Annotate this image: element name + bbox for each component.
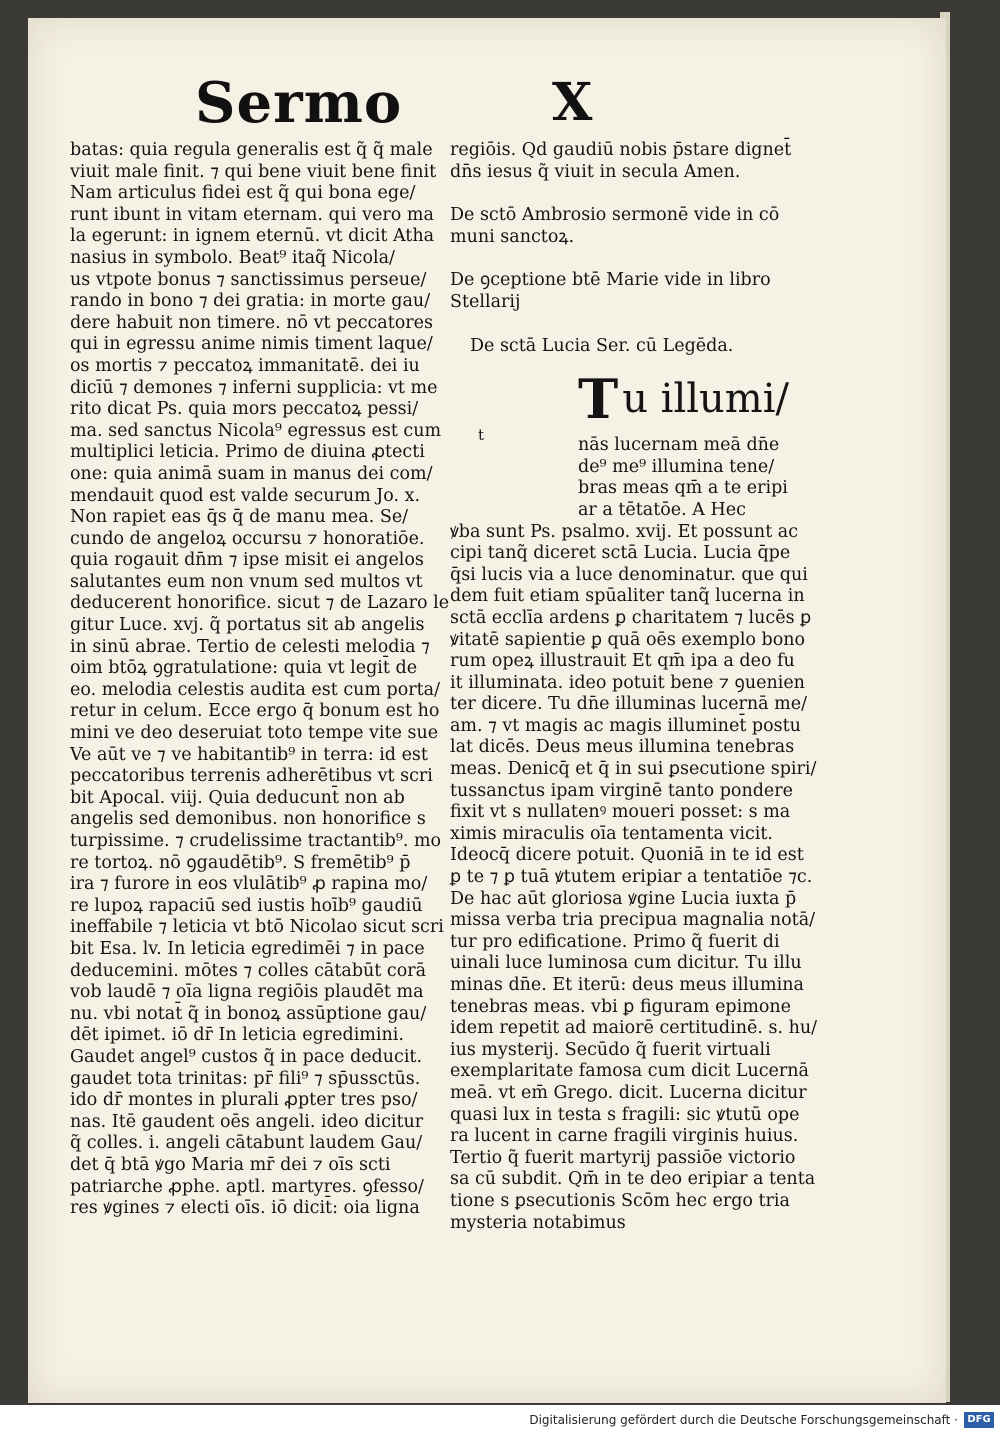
text-line: uinali luce luminosa cum dicitur. Tu illu	[450, 953, 802, 974]
initial-letter: T	[578, 367, 619, 432]
dfg-logo: DFG	[964, 1412, 994, 1428]
text-line: salutantes eum non vnum sed multos vt	[70, 571, 423, 592]
text-line: ineffabile ⁊ leticia vt btō Nicolao sicut scri	[70, 917, 444, 938]
text-line: gitur Luce. xvj. q̃ portatus sit ab angelis	[70, 615, 425, 636]
text-line: De ꝯceptione btē Marie vide in libro	[450, 270, 771, 291]
text-line: mysteria notabimus	[450, 1212, 626, 1233]
text-line: missa verba tria precipua magnalia notā/	[450, 910, 816, 931]
text-line: bras meas qm̄ a te eripi	[578, 478, 788, 499]
text-line: sctā ecclīa ardens ꝑ charitatem ⁊ lucēs ꝑ	[450, 607, 812, 628]
text-line: ꝟitatē sapientie ꝑ quā oēs exemplo bono	[450, 629, 806, 650]
text-line: Ve aūt ve ⁊ ve habitantib⁹ in terra: id est	[70, 744, 428, 765]
text-line: eo. melodia celestis audita est cum porta/	[70, 679, 441, 700]
text-line: Gaudet angel⁹ custos q̃ in pace deducit.	[70, 1046, 423, 1067]
text-line: ius mysterij. Secūdo q̃ fuerit virtuali	[450, 1039, 771, 1060]
text-line: patriarche ꝓphe. aptl. martyres. ꝯfesso/	[70, 1176, 424, 1197]
text-line: dere habuit non timere. nō vt peccatores	[70, 312, 433, 333]
text-line: minas dn̄e. Et iterū: deus meus illumina	[450, 975, 804, 995]
decorated-initial	[450, 369, 800, 435]
text-line: mini ve deo deseruiat toto tempe vite sue	[70, 723, 439, 744]
text-line: ma. sed sanctus Nicola⁹ egressus est cum	[70, 420, 442, 441]
text-line: bit Apocal. viij. Quia deducunt̄ non ab	[70, 787, 405, 808]
text-line: tussanctus ipam virginē tanto pondere	[450, 780, 794, 801]
text-line: nās lucernam meā dn̄e	[578, 435, 780, 456]
text-line: ido dr̄ montes in plurali ꝓpter tres pso/	[70, 1090, 418, 1111]
text-line: meas. Denicq̄ et q̄ in sui ꝑsecutione spiri/	[450, 759, 817, 780]
text-line: tione s ꝑsecutionis Scōm hec ergo tria	[450, 1190, 790, 1211]
text-line: exemplaritate famosa cum dicit Lucernā	[450, 1061, 809, 1082]
text-line: res ꝟgines ⁊ electi oīs. iō dicit̄: oia ligna	[70, 1198, 420, 1219]
text-line: cundo de angeloꝝ occursu ⁊ honoratiōe.	[70, 528, 425, 549]
text-line: ira ⁊ furore in eos vlulātib⁹ ꝓ rapina mo/	[70, 874, 428, 895]
text-line: ar a tētatōe. A Hec	[578, 499, 746, 520]
text-line: deducemini. mōtes ⁊ colles cātabūt corā	[70, 960, 427, 981]
text-line: retur in celum. Ecce ergo q̄ bonum est ho	[70, 701, 440, 722]
text-line: rando in bono ⁊ dei gratia: in morte gau/	[70, 291, 431, 312]
text-line: De sctō Ambrosio sermonē vide in cō	[450, 205, 780, 226]
text-line: gaudet tota trinitas: pr̄ fili⁹ ⁊ sp̄ussctūs.	[70, 1068, 421, 1089]
text-line: lat dicēs. Deus meus illumina tenebras	[450, 737, 795, 758]
text-line: det q̄ btā ꝟgo Maria mr̄ dei ⁊ oīs scti	[70, 1154, 391, 1175]
right-column	[450, 140, 818, 1234]
text-line: dēt ipimet. iō dr̄ In leticia egredimini.	[70, 1025, 404, 1046]
text-line: Stellarij	[450, 291, 521, 312]
lucia-heading: De sctā Lucia Ser. cū Legēda.	[470, 335, 734, 356]
text-line: ꝑ te ⁊ ꝑ tuā ꝟtutem eripiar a tentatiōe ⁊c.	[450, 867, 813, 888]
text-line: q̄si lucis via a luce denominatur. que qui	[450, 564, 808, 585]
text-line: nas. Itē gaudent oēs angeli. ideo dicitur	[70, 1111, 424, 1132]
text-line: batas: quia regula generalis est q̃ q̃ male	[70, 140, 433, 160]
text-line: re tortoꝝ. nō ꝯgaudētib⁹. S fremētib⁹ p̄	[70, 852, 411, 873]
text-line: in sinū abrae. Tertio de celesti melodia ⁊	[70, 636, 430, 657]
text-line: Nam articulus fidei est q̃ qui bona ege/	[70, 183, 416, 204]
running-head: Sermo	[195, 70, 403, 136]
text-line: ra lucent in carne fragili virginis huius.	[450, 1126, 799, 1147]
text-line: Ideocq̄ dicere potuit. Quoniā in te id est	[450, 845, 804, 866]
text-line: turpissime. ⁊ crudelissime tractantib⁹. mo	[70, 831, 442, 851]
text-line: multiplici leticia. Primo de diuina ꝓtecti	[70, 442, 425, 463]
text-line: dn̄s iesus q̃ viuit in secula Amen.	[450, 161, 741, 182]
text-line: ter dicere. Tu dn̄e illuminas lucernā me/	[450, 694, 808, 715]
text-line: rito dicat Ps. quia mors peccatoꝝ pessi/	[70, 399, 419, 420]
text-line: quia rogauit dn̄m ⁊ ipse misit ei angelos	[70, 550, 424, 571]
text-line: ꝟba sunt Ps. psalmo. xvij. Et possunt ac	[450, 521, 799, 542]
text-line: De hac aūt gloriosa ꝟgine Lucia iuxta p̄	[450, 888, 797, 909]
text-line: it illuminata. ideo potuit bene ⁊ ꝯuenien	[450, 672, 805, 693]
text-line: os mortis ⁊ peccatoꝝ immanitatē. dei iu	[70, 355, 420, 376]
text-line: idem repetit ad maiorē certitudinē. s. hu/	[450, 1018, 818, 1039]
text-line: quasi lux in testa s fragili: sic ꝟtutū ope	[450, 1104, 800, 1125]
text-line: one: quia animā suam in manus dei com/	[70, 463, 433, 484]
initial-word: u illumi/	[622, 376, 790, 423]
text-line: nasius in symbolo. Beat⁹ itaq̃ Nicola/	[70, 247, 395, 268]
text-line: fixit vt s nullatenꝰ moueri posset: s ma	[450, 802, 791, 823]
text-line: dicīū ⁊ demones ⁊ inferni supplicia: vt me	[70, 377, 438, 398]
text-line: re lupoꝝ rapaciū sed iustis hoīb⁹ gaudiū	[70, 895, 423, 916]
text-line: Tertio q̃ fuerit martyrij passiōe victorio	[450, 1147, 796, 1168]
left-column	[70, 140, 450, 1220]
text-line: regiōis. Qd gaudiū nobis p̄stare dignet̄	[450, 140, 792, 160]
text-line: peccatoribus terrenis adherētibus vt scri	[70, 766, 433, 787]
text-line: de⁹ me⁹ illumina tene/	[578, 456, 775, 477]
text-line: muni sanctoꝝ.	[450, 226, 575, 247]
page-number: X	[552, 72, 593, 133]
text-line: vob laudē ⁊ oīa ligna regiōis plaudēt ma	[70, 982, 424, 1003]
text-line: oim btōꝝ ꝯgratulatione: quia vt legit̄ de	[70, 658, 418, 679]
text-line: angelis sed demonibus. non honorifice s	[70, 809, 426, 830]
margin-marker: t	[478, 426, 485, 444]
text-line: nu. vbi notat̄ q̃ in bonoꝝ assūptione gau/	[70, 1003, 427, 1024]
text-line: viuit male finit. ⁊ qui bene viuit bene finit	[70, 161, 437, 182]
text-line: tenebras meas. vbi ꝑ figuram epimone	[450, 996, 791, 1017]
text-line: dem fuit etiam spūaliter tanq̃ lucerna in	[450, 586, 805, 607]
text-line: ximis miraculis oīa tentamenta vicit.	[450, 823, 773, 844]
text-line: rum opeꝝ illustrauit Et qm̄ ipa a deo fu	[450, 651, 795, 672]
text-line: q̃ colles. i. angeli cātabunt laudem Gau/	[70, 1133, 423, 1154]
text-line: cipi tanq̃ diceret sctā Lucia. Lucia q̄pe	[450, 543, 791, 564]
text-line: runt ibunt in vitam eternam. qui vero ma	[70, 204, 434, 225]
text-line: us vtpote bonus ⁊ sanctissimus perseue/	[70, 269, 427, 290]
footer-credit: Digitalisierung gefördert durch die Deutsche Forschungsgemeinschaft ·	[529, 1413, 958, 1427]
text-line: deducerent honorifice. sicut ⁊ de Lazaro le	[70, 593, 450, 614]
text-line: mendauit quod est valde securum Jo. x.	[70, 485, 421, 506]
text-line: tur pro edificatione. Primo q̃ fuerit di	[450, 931, 780, 952]
text-line: meā. vt em̄ Grego. dicit. Lucerna dicitur	[450, 1082, 807, 1103]
text-line: sa cū subdit. Qm̄ in te deo eripiar a tenta	[450, 1169, 816, 1190]
text-line: la egerunt: in ignem eternū. vt dicit Atha	[70, 226, 435, 247]
text-line: qui in egressu anime nimis timent laque/	[70, 334, 433, 355]
text-line: am. ⁊ vt magis ac magis illuminet̄ postu	[450, 715, 801, 736]
text-line: bit Esa. lv. In leticia egredimēi ⁊ in pace	[70, 938, 425, 959]
text-line: Non rapiet eas q̄s q̄ de manu mea. Se/	[70, 507, 409, 528]
